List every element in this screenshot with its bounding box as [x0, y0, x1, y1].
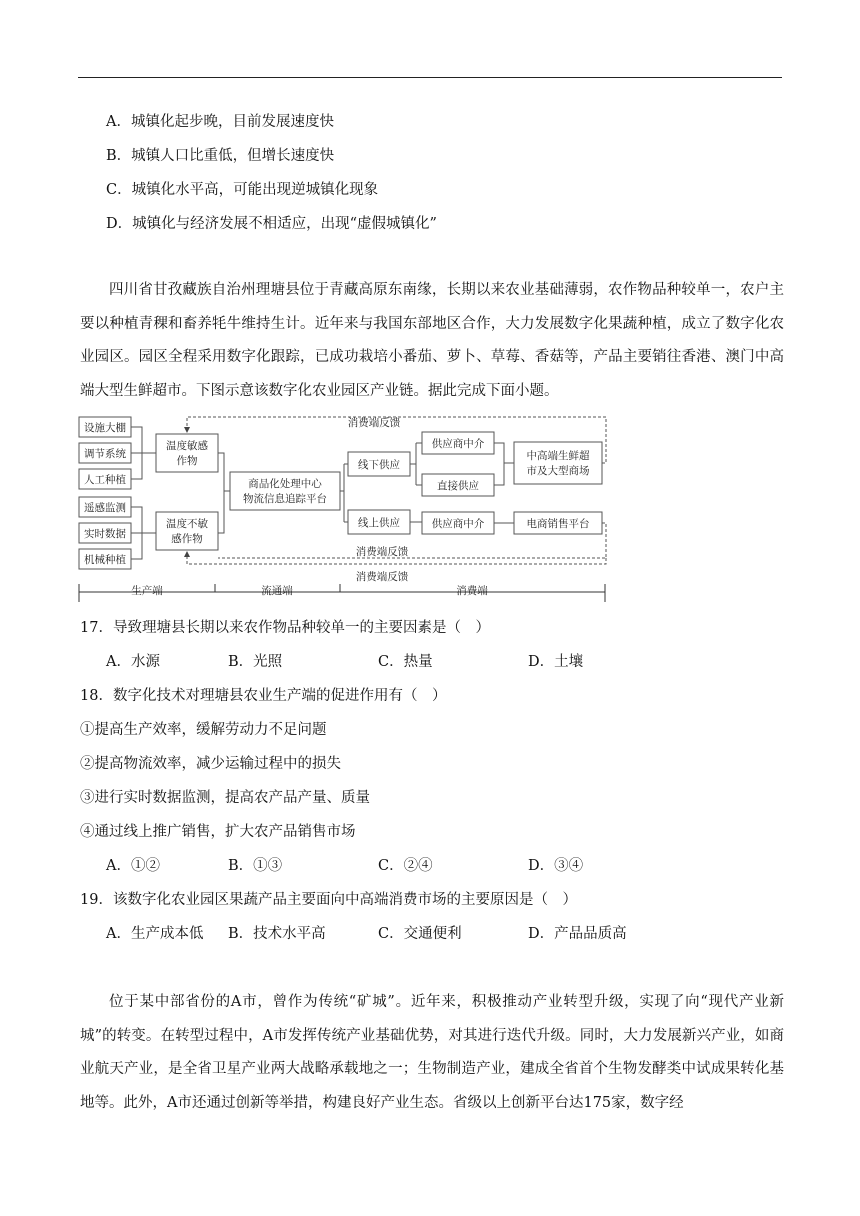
q17-option-a: A．水源: [106, 654, 160, 670]
supplier-intermediary-offline: 供应商中介: [431, 438, 485, 450]
q18-item-2: ②提高物流效率，减少运输过程中的损失: [80, 756, 341, 772]
input-manual-planting: 人工种植: [84, 474, 126, 486]
direct-supply: 直接供应: [437, 480, 479, 492]
q18-stem: 18．数字化技术对理塘县农业生产端的促进作用有（ ）: [80, 688, 447, 704]
offline-supply: 线下供应: [358, 459, 400, 471]
crop-sensitive-line1: 温度敏感: [166, 440, 208, 452]
center-line1: 商品化处理中心: [248, 478, 322, 490]
q16-option-b: B．城镇人口比重低，但增长速度快: [106, 148, 335, 164]
supermarket-line1: 中高端生鲜超: [526, 450, 590, 462]
q16-option-a: A．城镇化起步晚，目前发展速度快: [106, 114, 334, 130]
passage-litang-text: 四川省甘孜藏族自治州理塘县位于青藏高原东南缘，长期以来农业基础薄弱，农作物品种较单一，农户主要以种植青稞和畜养牦牛维持生计。近年来与我国东部地区合作，大力发展数字化果蔬种植，成立了数字化农业园区。园区全程采用数字化跟踪，已成功栽培小番茄、萝卜、草莓、香菇等，产品主要销往香港、澳门中高端大型生鲜超市。下图示意该数字化农业园区产业链。据此完成下面小题。: [80, 282, 784, 399]
q16-option-d: D．城镇化与经济发展不相适应，出现“虚假城镇化”: [106, 216, 437, 232]
stage-production: 生产端: [131, 585, 163, 597]
passage-city-a: [80, 986, 784, 1120]
passage-litang: [80, 274, 784, 408]
input-regulation: 调节系统: [84, 448, 126, 460]
input-greenhouse: 设施大棚: [84, 422, 126, 434]
q19-stem: 19．该数字化农业园区果蔬产品主要面向中高端消费市场的主要原因是（ ）: [80, 892, 577, 908]
supplier-intermediary-online: 供应商中介: [431, 518, 485, 530]
q17-option-c: C．热量: [378, 654, 433, 670]
q18-option-a: A．①②: [106, 858, 160, 874]
center-line2: 物流信息追踪平台: [243, 493, 327, 505]
feedback-label-middle: 消费端反馈: [355, 546, 409, 558]
stage-consumption: 消费端: [456, 585, 488, 597]
q19-option-a: A．生产成本低: [106, 926, 204, 942]
q18-item-3: ③进行实时数据监测，提高农产品产量、质量: [80, 790, 370, 806]
input-remote-sensing: 遥感监测: [84, 502, 126, 514]
feedback-label-bottom: 消费端反馈: [355, 571, 409, 583]
passage-city-a-text: 位于某中部省份的A市，曾作为传统“矿城”。近年来，积极推动产业转型升级，实现了向“现代产业新城”的转变。在转型过程中，A市发挥传统产业基础优势，对其进行迭代升级。同时，大力发展新兴产业，如商业航天产业，是全省卫星产业两大战略承载地之一；生物制造产业，建成全省首个生物发酵类中试成果转化基地等。此外，A市还通过创新等举措，构建良好产业生态。省级以上创新平台达175家，数字经: [80, 994, 784, 1111]
q17-option-b: B．光照: [228, 654, 283, 670]
industry-chain-diagram: [76, 412, 610, 606]
feedback-label-top: 消费端反馈: [347, 417, 401, 429]
stage-circulation: 流通端: [261, 585, 293, 597]
q19-option-d: D．产品品质高: [528, 926, 627, 942]
ecommerce-platform: 电商销售平台: [526, 518, 590, 530]
crop-insensitive-line2: 感作物: [171, 533, 203, 545]
q18-option-d: D．③④: [528, 858, 584, 874]
q16-option-c: C．城镇化水平高，可能出现逆城镇化现象: [106, 182, 379, 198]
q19-option-b: B．技术水平高: [228, 926, 326, 942]
q18-option-b: B．①③: [228, 858, 283, 874]
input-mechanical-planting: 机械种植: [84, 554, 126, 566]
crop-sensitive-line2: 作物: [176, 455, 198, 467]
q18-item-4: ④通过线上推广销售，扩大农产品销售市场: [80, 824, 356, 840]
q17-stem: 17．导致理塘县长期以来农作物品种较单一的主要因素是（ ）: [80, 620, 490, 636]
input-realtime-data: 实时数据: [84, 528, 126, 540]
crop-insensitive-line1: 温度不敏: [166, 518, 208, 530]
supermarket-line2: 市及大型商场: [526, 465, 590, 477]
q19-option-c: C．交通便利: [378, 926, 462, 942]
online-supply: 线上供应: [358, 517, 400, 529]
header-rule: [78, 77, 782, 78]
q18-option-c: C．②④: [378, 858, 433, 874]
q17-option-d: D．土壤: [528, 654, 584, 670]
q18-item-1: ①提高生产效率，缓解劳动力不足问题: [80, 722, 327, 738]
